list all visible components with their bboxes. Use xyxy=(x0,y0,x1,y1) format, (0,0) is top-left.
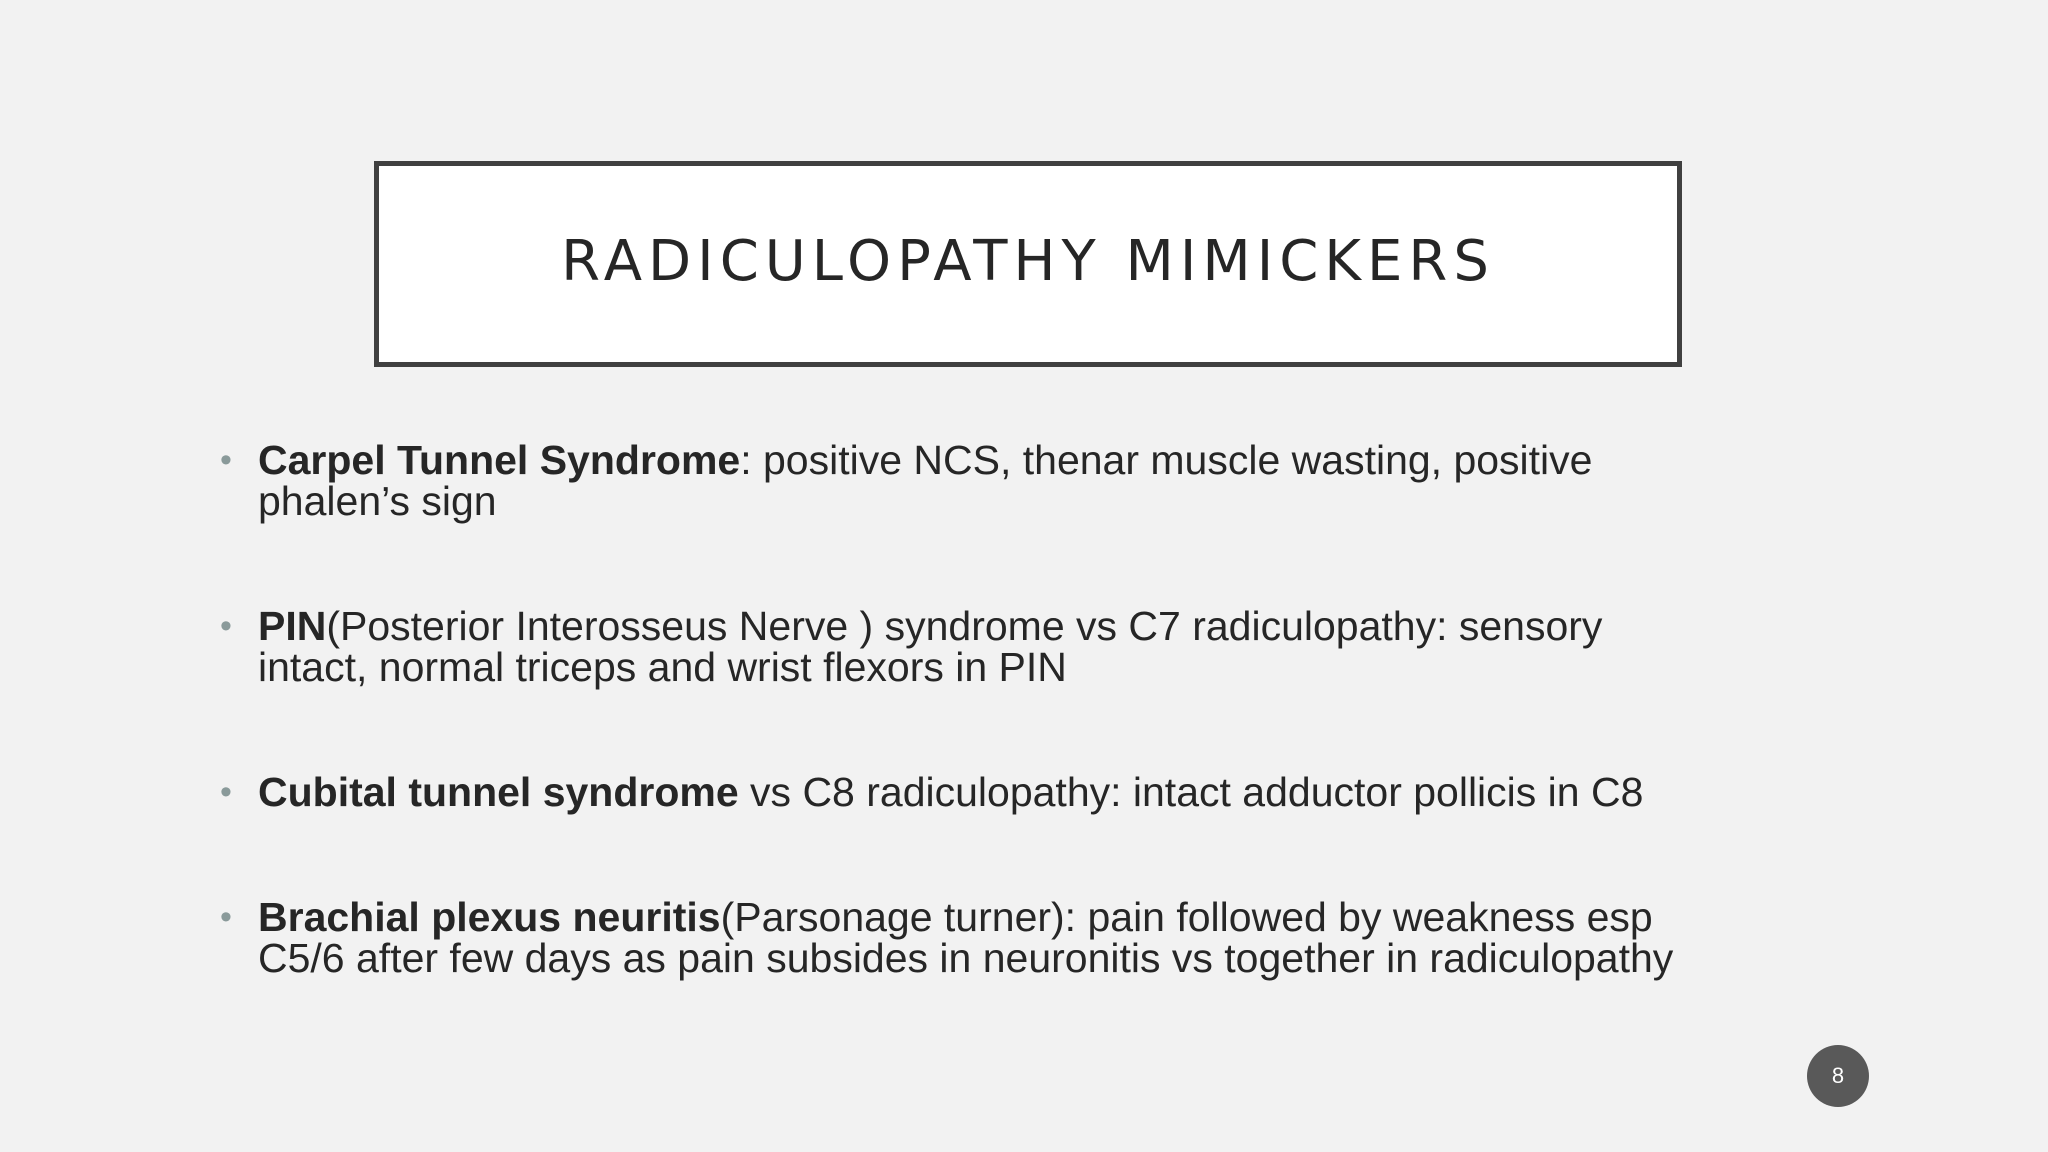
bullet-term: PIN xyxy=(258,603,327,649)
bullet-term: Brachial plexus neuritis xyxy=(258,894,721,940)
bullet-list xyxy=(220,437,1680,981)
bullet-dot-icon: • xyxy=(220,898,232,936)
bullet-dot-icon: • xyxy=(220,441,232,479)
list-item xyxy=(220,603,1680,690)
bullet-text: : positive NCS, thenar muscle wasting, positive phalen’s sign xyxy=(258,437,1593,524)
list-item xyxy=(220,437,1680,524)
bullet-term: Carpel Tunnel Syndrome xyxy=(258,437,741,483)
list-item xyxy=(220,769,1680,815)
bullet-text: (Posterior Interosseus Nerve ) syndrome vs C7 radiculopathy: sensory intact, normal triceps and wrist flexors in PIN xyxy=(258,603,1603,690)
page-number-badge: 8 xyxy=(1807,1045,1869,1107)
bullet-text: vs C8 radiculopathy: intact adductor pollicis in C8 xyxy=(738,769,1644,815)
bullet-dot-icon: • xyxy=(220,607,232,645)
bullet-text: (Parsonage turner): pain followed by weakness esp C5/6 after few days as pain subsides in neuronitis vs together in radiculopathy xyxy=(258,894,1674,981)
list-item xyxy=(220,894,1680,981)
title-box xyxy=(374,161,1682,367)
slide-title: RADICULOPATHY MIMICKERS xyxy=(561,228,1495,294)
bullet-term: Cubital tunnel syndrome xyxy=(258,769,739,815)
bullet-dot-icon: • xyxy=(220,773,232,811)
